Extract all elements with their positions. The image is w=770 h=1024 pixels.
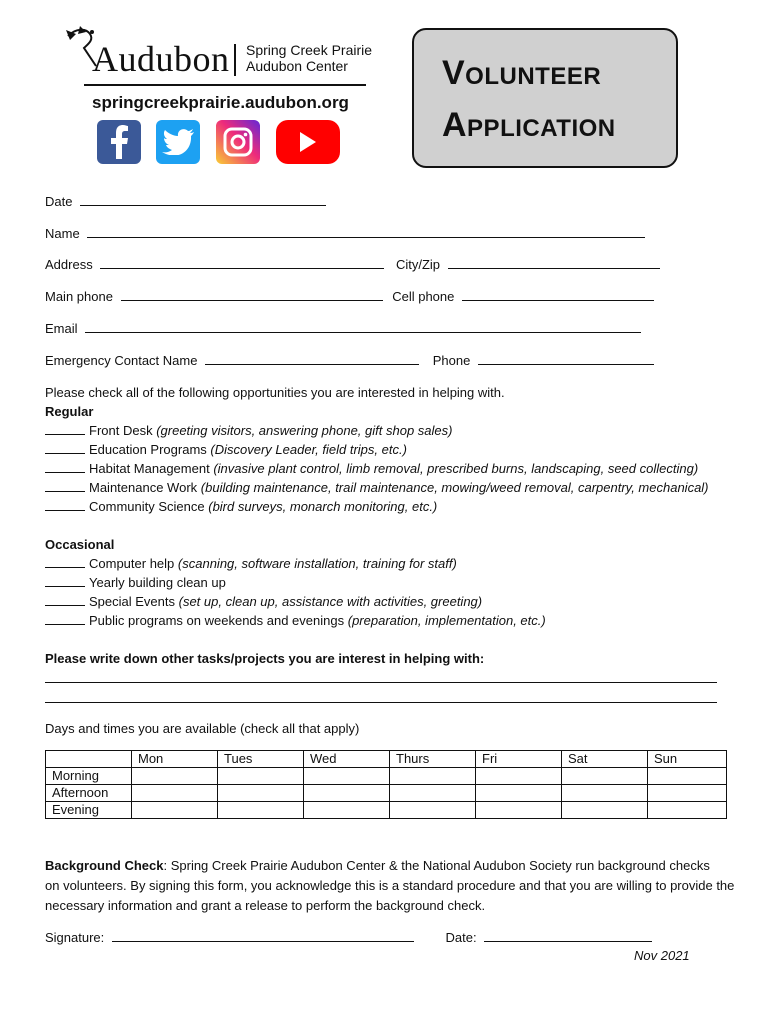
opportunity-detail: (preparation, implementation, etc.) xyxy=(347,613,546,628)
opportunity-item xyxy=(45,575,226,590)
day-header: Sat xyxy=(562,751,648,768)
main-phone-field[interactable] xyxy=(121,289,383,301)
availability-cell[interactable] xyxy=(132,802,218,819)
opportunity-label: Education Programs xyxy=(89,442,207,457)
opportunity-item xyxy=(45,613,546,628)
availability-cell[interactable] xyxy=(218,785,304,802)
emergency-row xyxy=(45,353,654,368)
other-tasks-prompt: Please write down other tasks/projects you are interest in helping with: xyxy=(45,651,485,666)
table-row xyxy=(46,785,727,802)
title-box xyxy=(412,28,678,168)
twitter-icon[interactable] xyxy=(156,120,200,164)
availability-cell[interactable] xyxy=(648,768,727,785)
background-check-text-2: on volunteers. By signing this form, you acknowledge this is a standard procedure and that you are willing to provide the xyxy=(45,878,735,893)
opportunity-detail: (invasive plant control, limb removal, prescribed burns, landscaping, seed collecting) xyxy=(213,461,699,476)
opportunity-label: Yearly building clean up xyxy=(89,575,226,590)
opportunity-detail: (Discovery Leader, field trips, etc.) xyxy=(210,442,407,457)
name-row xyxy=(45,226,645,241)
signature-date-label: Date: xyxy=(445,930,477,945)
emergency-phone-field[interactable] xyxy=(478,353,654,365)
table-row xyxy=(46,768,727,785)
checkbox-blank[interactable] xyxy=(45,423,85,435)
opportunity-detail: (building maintenance, trail maintenance, mowing/weed removal, carpentry, mechanical) xyxy=(200,480,709,495)
date-field[interactable] xyxy=(80,194,326,206)
emergency-contact-label: Emergency Contact Name xyxy=(45,353,198,368)
background-check-text-1: : Spring Creek Prairie Audubon Center & the National Audubon Society run background checks xyxy=(163,858,710,873)
name-field[interactable] xyxy=(87,226,645,238)
occasional-heading: Occasional xyxy=(45,537,115,552)
time-label: Evening xyxy=(46,802,132,819)
email-row xyxy=(45,321,641,336)
checkbox-blank[interactable] xyxy=(45,480,85,492)
address-label: Address xyxy=(45,257,93,272)
signature-row xyxy=(45,930,652,945)
audubon-wordmark: Audubon xyxy=(92,39,230,79)
checkbox-blank[interactable] xyxy=(45,556,85,568)
availability-cell[interactable] xyxy=(132,785,218,802)
checkbox-blank[interactable] xyxy=(45,575,85,587)
availability-cell[interactable] xyxy=(390,785,476,802)
website-link[interactable]: springcreekprairie.audubon.org xyxy=(92,93,349,112)
availability-cell[interactable] xyxy=(390,768,476,785)
availability-cell[interactable] xyxy=(476,785,562,802)
availability-cell[interactable] xyxy=(562,785,648,802)
opportunity-item xyxy=(45,480,709,495)
logo-rule xyxy=(84,84,366,86)
background-check-line-1 xyxy=(45,858,710,873)
name-label: Name xyxy=(45,226,80,241)
availability-cell[interactable] xyxy=(476,768,562,785)
opportunity-detail: (greeting visitors, answering phone, gift shop sales) xyxy=(156,423,453,438)
availability-cell[interactable] xyxy=(304,768,390,785)
emergency-contact-field[interactable] xyxy=(205,353,419,365)
day-header: Wed xyxy=(304,751,390,768)
opportunity-label: Front Desk xyxy=(89,423,153,438)
table-header-row xyxy=(46,751,727,768)
email-label: Email xyxy=(45,321,78,336)
cell-phone-field[interactable] xyxy=(462,289,654,301)
checkbox-blank[interactable] xyxy=(45,461,85,473)
emergency-phone-label: Phone xyxy=(432,353,471,368)
email-field[interactable] xyxy=(85,321,641,333)
table-corner-cell xyxy=(46,751,132,768)
logo-subtitle-line2: Audubon Center xyxy=(246,58,348,74)
opportunity-label: Special Events xyxy=(89,594,175,609)
youtube-icon[interactable] xyxy=(276,120,340,164)
availability-cell[interactable] xyxy=(218,768,304,785)
other-tasks-line-2[interactable] xyxy=(45,702,717,703)
address-field[interactable] xyxy=(100,257,384,269)
other-tasks-line-1[interactable] xyxy=(45,682,717,683)
background-check-heading: Background Check xyxy=(45,858,164,873)
opportunity-item xyxy=(45,556,457,571)
checkbox-blank[interactable] xyxy=(45,613,85,625)
opportunity-item xyxy=(45,423,452,438)
opportunity-detail: (bird surveys, monarch monitoring, etc.) xyxy=(208,499,438,514)
opportunity-detail: (scanning, software installation, training for staff) xyxy=(177,556,457,571)
day-header: Fri xyxy=(476,751,562,768)
availability-cell[interactable] xyxy=(132,768,218,785)
time-label: Afternoon xyxy=(46,785,132,802)
signature-field[interactable] xyxy=(112,930,414,942)
regular-heading: Regular xyxy=(45,404,94,419)
logo-subtitle-line1: Spring Creek Prairie xyxy=(246,42,373,58)
day-header: Thurs xyxy=(390,751,476,768)
address-row xyxy=(45,257,660,272)
availability-cell[interactable] xyxy=(390,802,476,819)
facebook-icon[interactable] xyxy=(97,120,141,164)
opportunity-label: Maintenance Work xyxy=(89,480,198,495)
logo-subtitle xyxy=(246,42,372,74)
availability-cell[interactable] xyxy=(218,802,304,819)
phone-row xyxy=(45,289,654,304)
opportunities-intro: Please check all of the following opportunities you are interested in helping with. xyxy=(45,385,505,400)
day-header: Tues xyxy=(218,751,304,768)
date-row xyxy=(45,194,326,209)
opportunity-label: Public programs on weekends and evenings xyxy=(89,613,345,628)
availability-cell[interactable] xyxy=(648,802,727,819)
checkbox-blank[interactable] xyxy=(45,594,85,606)
background-check-text-3: necessary information and grant a release to perform the background check. xyxy=(45,898,486,913)
opportunity-item xyxy=(45,594,482,609)
signature-date-field[interactable] xyxy=(484,930,652,942)
opportunity-label: Computer help xyxy=(89,556,175,571)
city-zip-label: City/Zip xyxy=(395,257,441,272)
checkbox-blank[interactable] xyxy=(45,499,85,511)
title-line-1: Volunteer xyxy=(442,54,602,92)
availability-table xyxy=(45,750,727,819)
instagram-icon[interactable] xyxy=(216,120,260,164)
title-line-2: Application xyxy=(442,106,616,144)
main-phone-label: Main phone xyxy=(45,289,113,304)
checkbox-blank[interactable] xyxy=(45,442,85,454)
availability-cell[interactable] xyxy=(476,802,562,819)
availability-intro: Days and times you are available (check all that apply) xyxy=(45,721,360,736)
opportunity-item xyxy=(45,499,437,514)
availability-cell[interactable] xyxy=(304,785,390,802)
date-label: Date xyxy=(45,194,73,209)
signature-label: Signature: xyxy=(45,930,105,945)
opportunity-item xyxy=(45,461,698,476)
city-zip-field[interactable] xyxy=(448,257,660,269)
opportunity-label: Community Science xyxy=(89,499,205,514)
opportunity-item xyxy=(45,442,407,457)
day-header: Mon xyxy=(132,751,218,768)
opportunity-label: Habitat Management xyxy=(89,461,210,476)
availability-cell[interactable] xyxy=(304,802,390,819)
availability-cell[interactable] xyxy=(562,802,648,819)
availability-cell[interactable] xyxy=(648,785,727,802)
table-row xyxy=(46,802,727,819)
availability-cell[interactable] xyxy=(562,768,648,785)
cell-phone-label: Cell phone xyxy=(392,289,455,304)
time-label: Morning xyxy=(46,768,132,785)
day-header: Sun xyxy=(648,751,727,768)
footer-date: Nov 2021 xyxy=(634,948,690,963)
opportunity-detail: (set up, clean up, assistance with activities, greeting) xyxy=(178,594,483,609)
logo-divider xyxy=(234,44,236,76)
